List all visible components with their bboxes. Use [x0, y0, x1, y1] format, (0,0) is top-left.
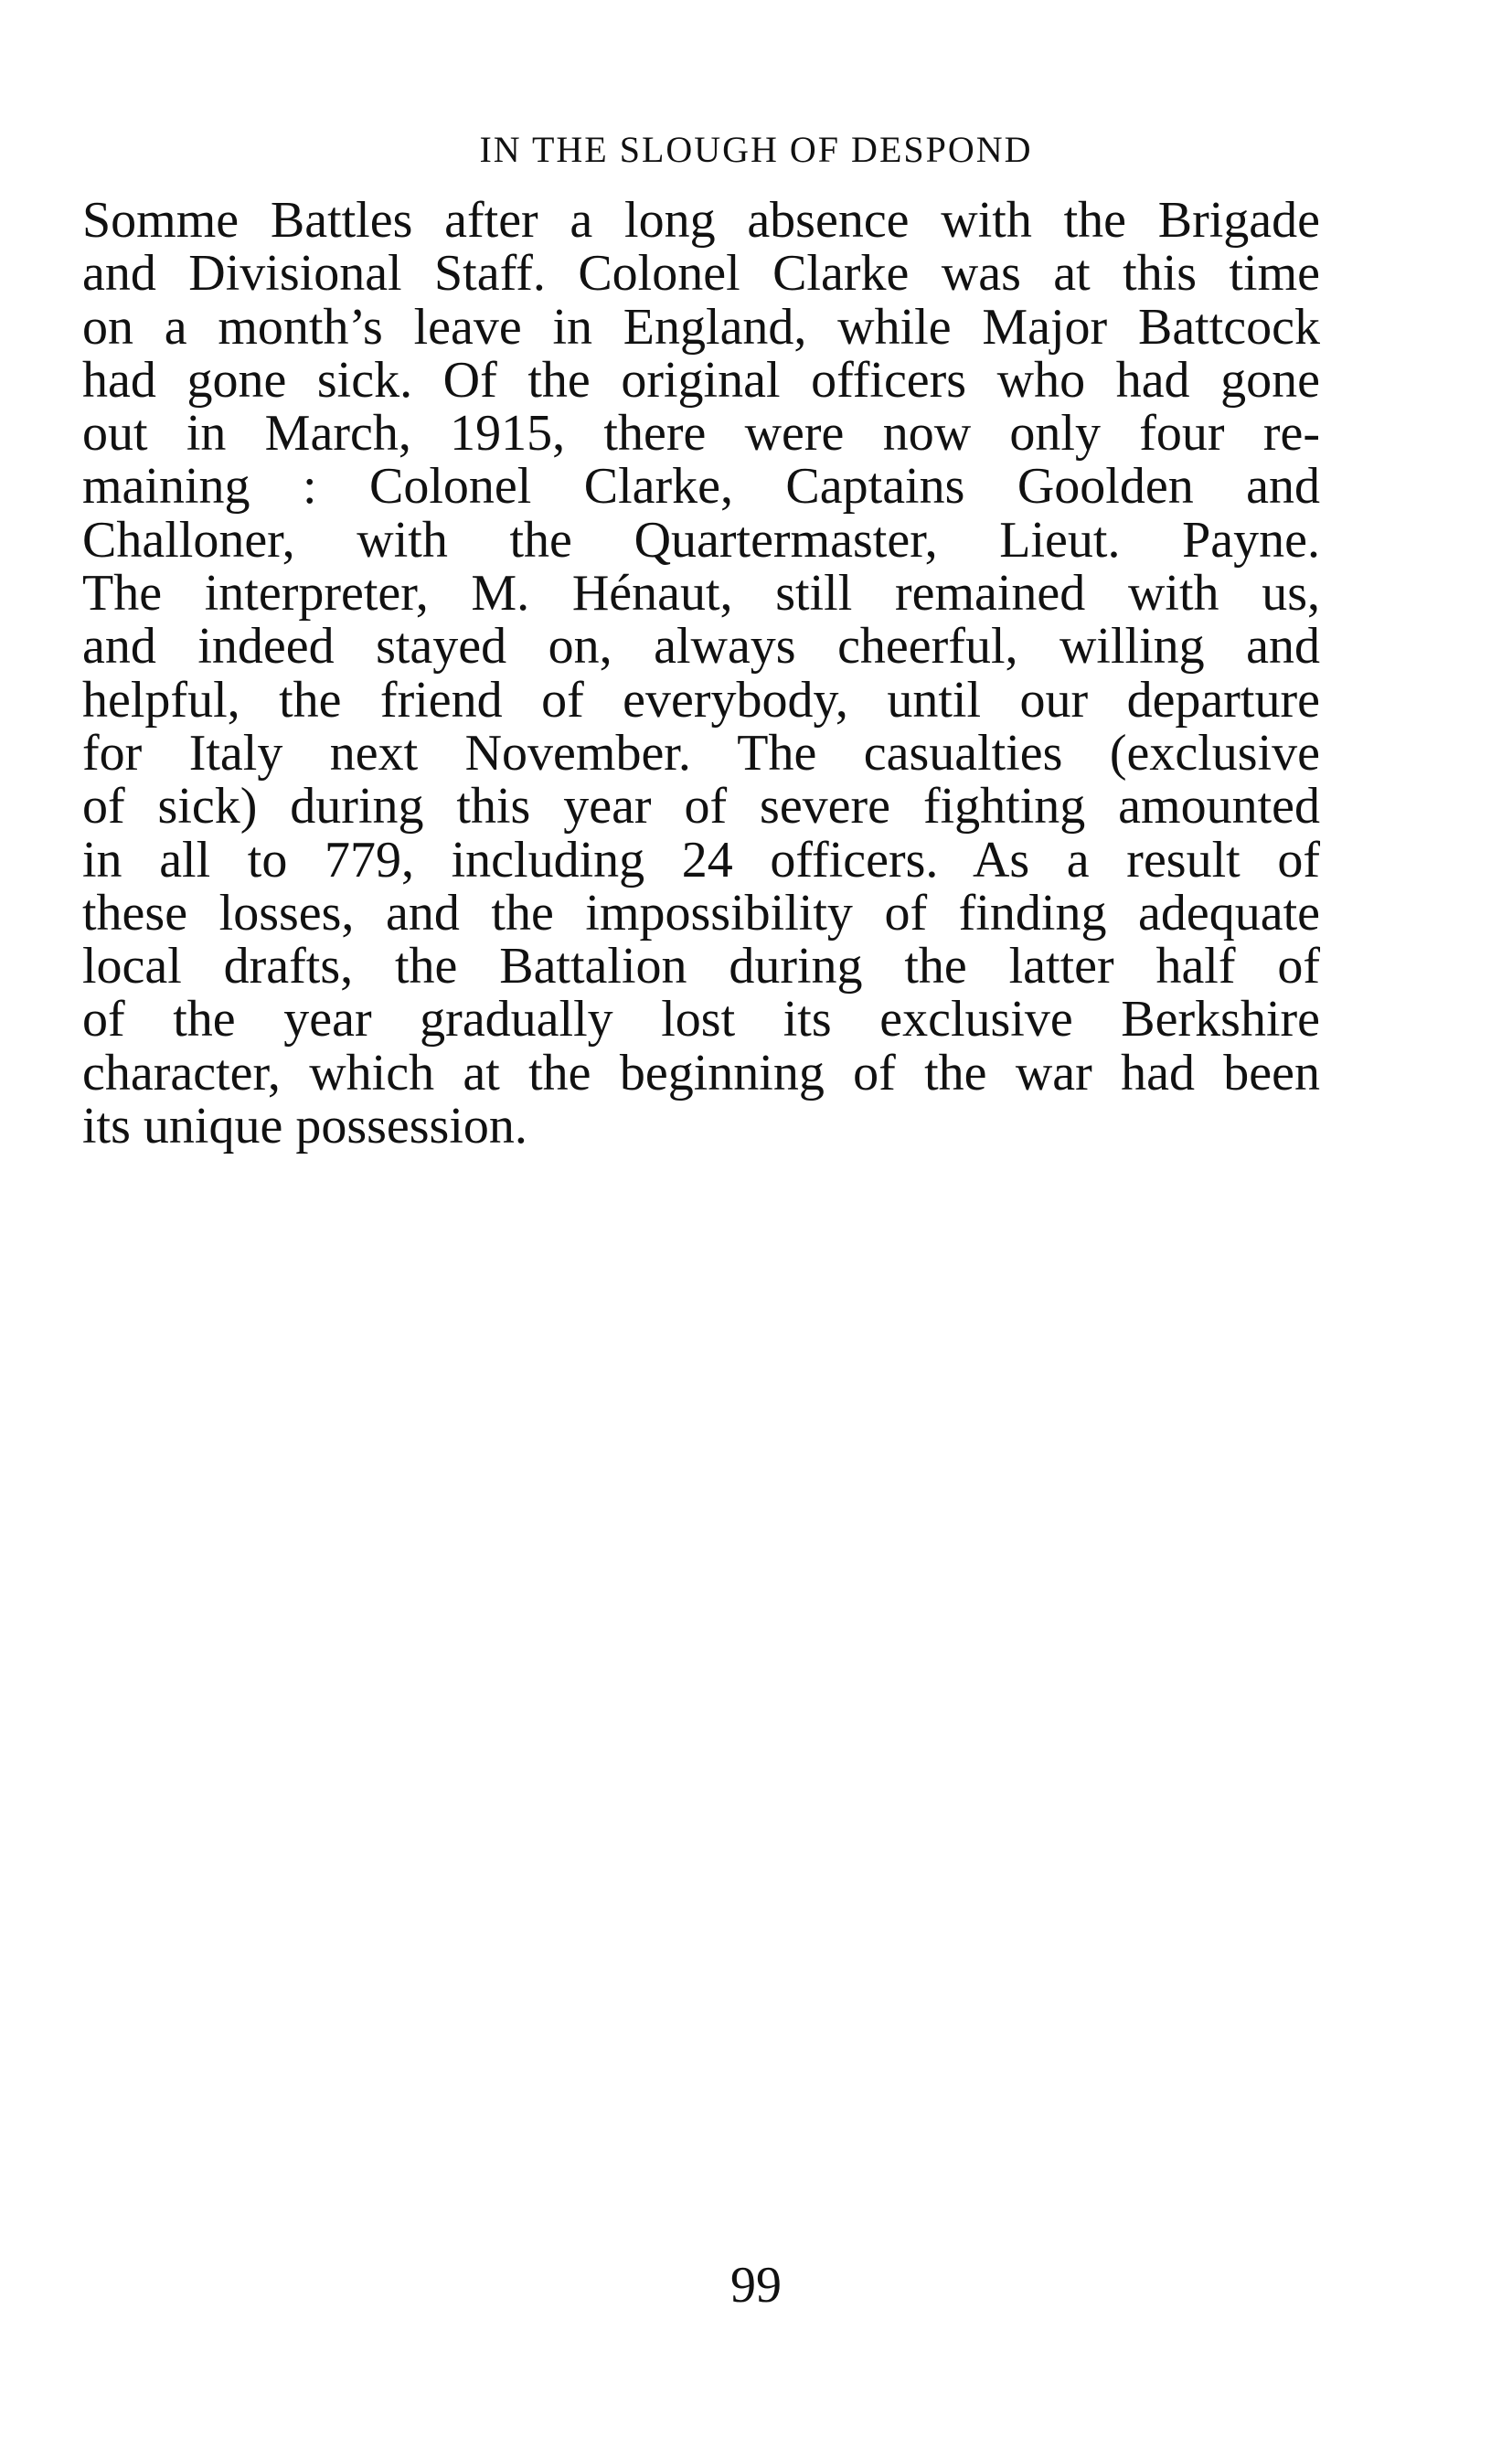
text-line: local drafts, the Battalion during the latter half of	[82, 938, 1320, 995]
text-line: maining : Colonel Clarke, Captains Goolden and	[82, 458, 1320, 516]
text-line: Somme Battles after a long absence with the Brigade	[82, 192, 1320, 249]
text-line: of the year gradually lost its exclusive Berkshire	[82, 991, 1320, 1048]
page-number: 99	[730, 2257, 782, 2314]
text-line: and indeed stayed on, always cheerful, willing and	[82, 618, 1320, 676]
body-paragraph	[82, 194, 1320, 1153]
text-line: these losses, and the impossibility of finding adequate	[82, 884, 1320, 942]
text-line: had gone sick. Of the original officers who had gone	[82, 351, 1320, 409]
text-line: Challoner, with the Quartermaster, Lieut. Payne.	[82, 511, 1320, 569]
text-line: The interpreter, M. Hénaut, still remained with us,	[82, 565, 1320, 622]
text-line: its unique possession.	[82, 1098, 527, 1155]
text-line: in all to 779, including 24 officers. As a result of	[82, 831, 1320, 888]
text-line: on a month’s leave in England, while Major Battcock	[82, 298, 1320, 356]
text-line: out in March, 1915, there were now only four re-	[82, 405, 1320, 463]
text-line: helpful, the friend of everybody, until our departure	[82, 671, 1320, 729]
text-line: and Divisional Staff. Colonel Clarke was at this time	[82, 245, 1320, 303]
text-line: for Italy next November. The casualties (exclusive	[82, 724, 1320, 782]
text-line: character, which at the beginning of the war had been	[82, 1044, 1320, 1101]
running-head: IN THE SLOUGH OF DESPOND	[479, 129, 1033, 170]
text-line: of sick) during this year of severe fighting amounted	[82, 778, 1320, 835]
